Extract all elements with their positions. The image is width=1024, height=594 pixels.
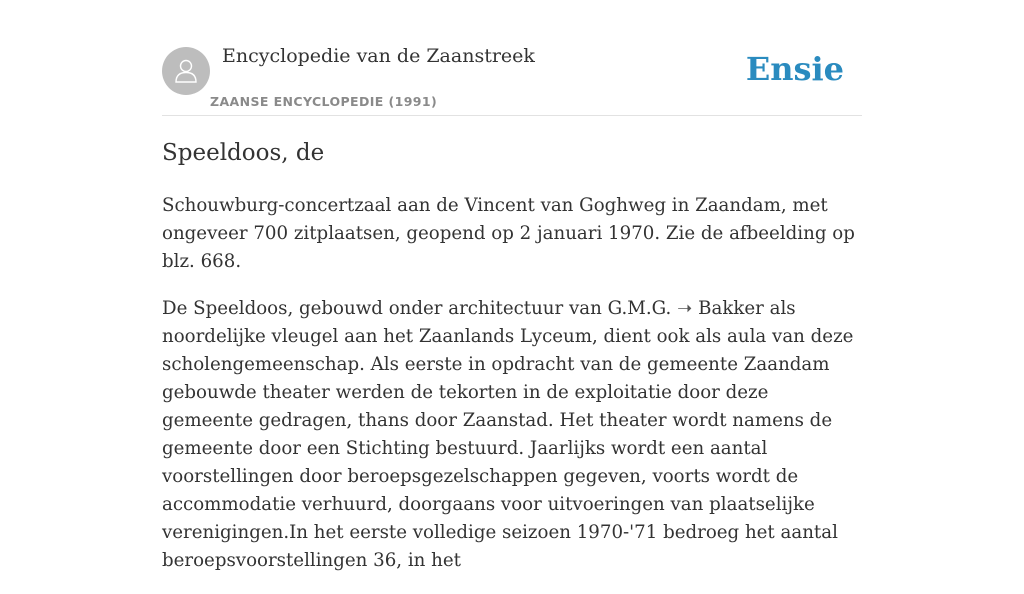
header-divider <box>162 115 862 116</box>
paragraph <box>162 295 862 575</box>
user-icon <box>171 56 201 86</box>
paragraph: Schouwburg-concertzaal aan de Vincent van Goghweg in Zaandam, met ongeveer 700 zitplaatsen, geopend op 2 januari 1970. Zie de afbeelding op blz. 668. <box>162 195 855 272</box>
paragraph-text: Bakker als noordelijke vleugel aan het Zaanlands Lyceum, dient ook als aula van deze scholengemeenschap. Als eerste in opdracht van de gemeente Zaandam gebouwde theater werden de tekorten in de exploitatie door deze gemeente gedragen, thans door Zaanstad. Het theater wordt namens de gemeente door een Stichting bestuurd. Jaarlijks wordt een aantal voorstellingen door beroepsgezelschappen gegeven, voorts wordt de accommodatie verhuurd, doorgaans voor uitvoeringen van plaatselijke verenigingen.In het eerste volledige seizoen 1970-'71 bedroeg het aantal beroepsvoorstellingen 36, in het <box>162 298 854 571</box>
source-subtitle[interactable]: ZAANSE ENCYCLOPEDIE (1991) <box>210 94 438 109</box>
entry-body <box>162 192 862 594</box>
source-avatar[interactable] <box>162 47 210 95</box>
paragraph-text: De Speeldoos, gebouwd onder architectuur van G.M.G. <box>162 298 678 319</box>
ensie-logo[interactable]: Ensie <box>745 50 844 88</box>
entry-title: Speeldoos, de <box>162 140 325 166</box>
source-title[interactable]: Encyclopedie van de Zaanstreek <box>222 45 535 67</box>
cross-reference-arrow-icon[interactable]: ➝ <box>677 298 693 319</box>
